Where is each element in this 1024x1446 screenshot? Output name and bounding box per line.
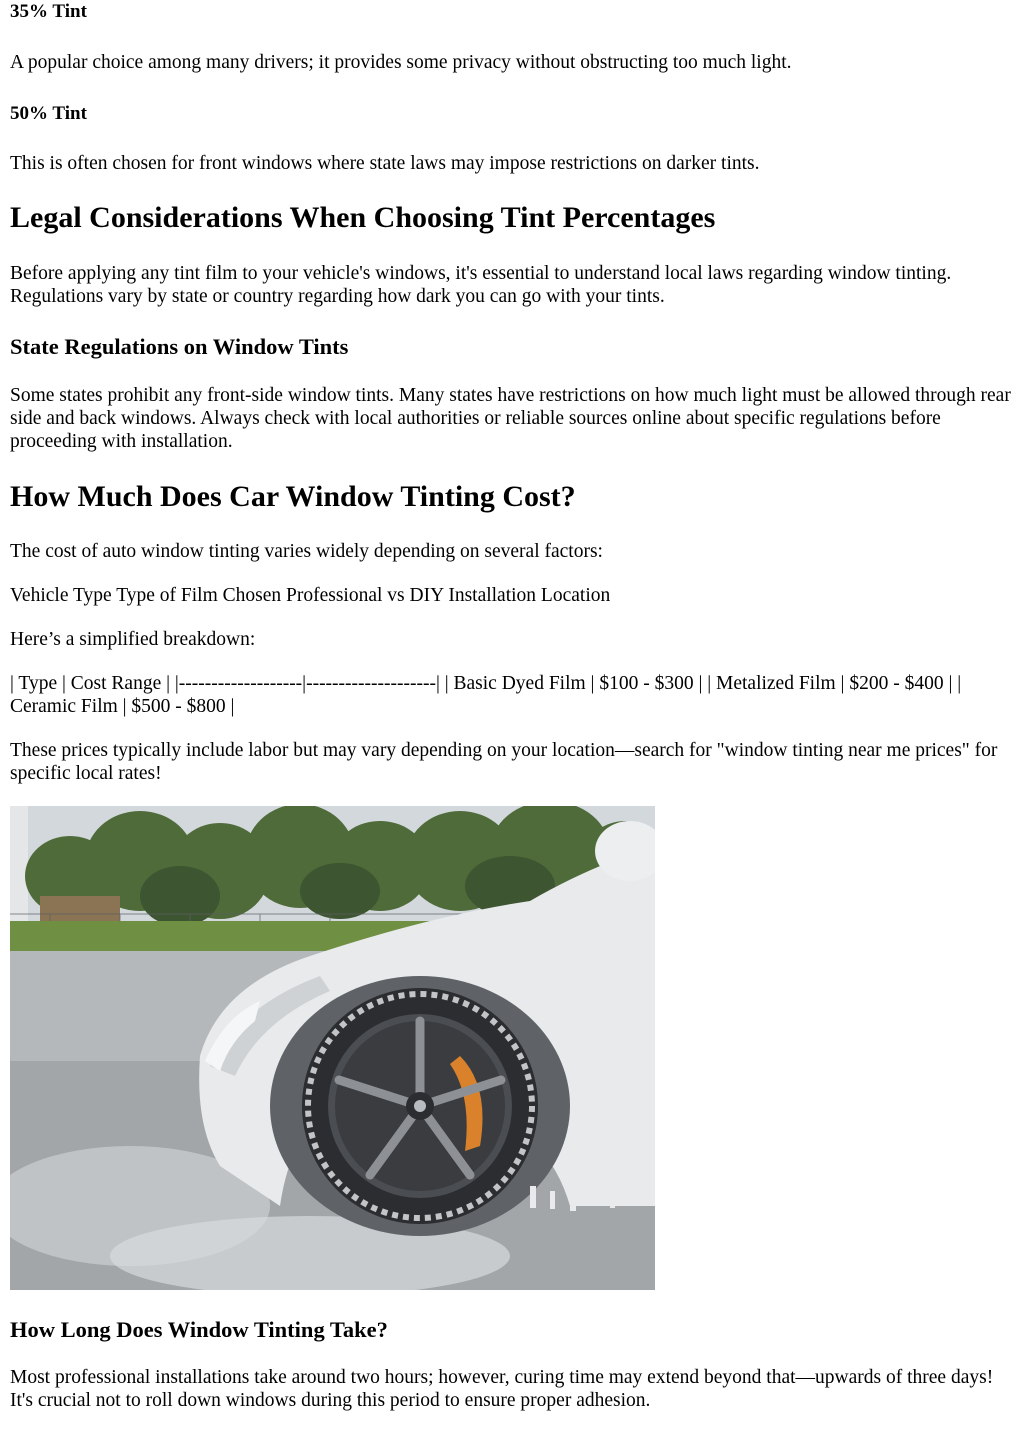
tint50-text: This is often chosen for front windows where state laws may impose restrictions on darker tints. xyxy=(10,153,760,174)
cost-factors: Vehicle Type Type of Film Chosen Professional vs DIY Installation Location xyxy=(10,585,611,606)
state-regulations-heading: State Regulations on Window Tints xyxy=(10,334,349,359)
tint50-heading: 50% Tint xyxy=(10,103,87,124)
cost-intro: The cost of auto window tinting varies widely depending on several factors: xyxy=(10,541,603,562)
tint35-heading: 35% Tint xyxy=(10,1,87,22)
time-text: Most professional installations take around two hours; however, curing time may extend beyond that—upwards of three days! It's crucial not to roll down windows during this period to ensure proper adhesion. xyxy=(10,1367,994,1411)
state-regulations-text: Some states prohibit any front-side window tints. Many states have restrictions on how much light must be allowed through rear side and back windows. Always check with local authorities or reliable sources online about specific regulations before proceeding with installation. xyxy=(10,385,1011,452)
cost-heading: How Much Does Car Window Tinting Cost? xyxy=(10,480,576,513)
time-heading: How Long Does Window Tinting Take? xyxy=(10,1317,388,1342)
breakdown-intro: Here’s a simplified breakdown: xyxy=(10,629,256,650)
breakdown-table: | Type | Cost Range | |-------------------|--------------------| | Basic Dyed Film | $100 - $300 | | Metalized Film | $200 - $400 | | Ceramic Film | $500 - $800 | xyxy=(10,673,962,717)
photo-pole xyxy=(10,806,28,926)
car-wash-photo xyxy=(10,806,655,1290)
prices-note: These prices typically include labor but may vary depending on your location—search for "window tinting near me prices" for specific local rates! xyxy=(10,740,998,784)
legal-heading: Legal Considerations When Choosing Tint Percentages xyxy=(10,201,716,234)
legal-text: Before applying any tint film to your vehicle's windows, it's essential to understand local laws regarding window tinting. Regulations vary by state or country regarding how dark you can go with your tints. xyxy=(10,263,952,307)
tint35-text: A popular choice among many drivers; it provides some privacy without obstructing too much light. xyxy=(10,52,792,73)
photo-pallets xyxy=(40,896,120,921)
